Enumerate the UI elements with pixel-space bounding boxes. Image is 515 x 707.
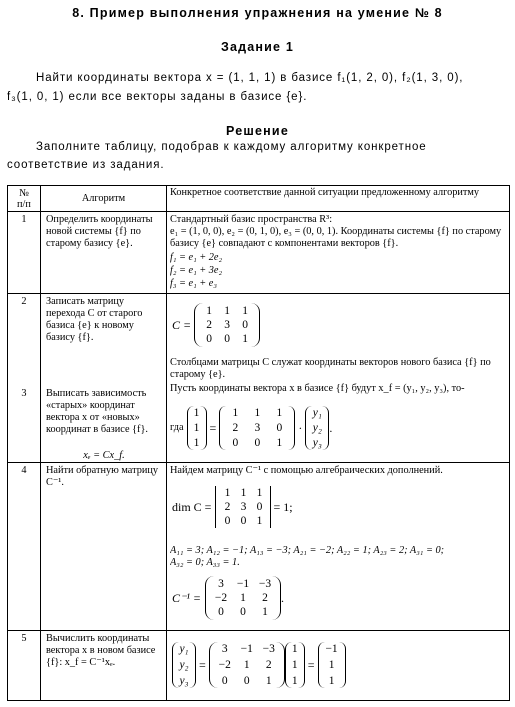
vector-cell: y₃ [179,675,189,687]
matrix-c [194,303,260,347]
matrix-cell: 1 [224,487,231,499]
matrix-cell: 1 [243,659,250,671]
matrix-cell: 1 [262,606,268,618]
table-border-bottom [7,700,509,701]
result-vector [318,642,346,688]
solution-line-1: Заполните таблицу, подобрав к каждому алгоритму конкретное [36,141,427,153]
header-algorithm: Алгоритм [81,193,126,204]
matrix-cell: 1 [256,515,263,527]
table-divider [7,630,509,631]
vector-y [305,406,329,450]
matrix-cell: 0 [206,333,212,345]
section-heading: 8. Пример выполнения упражнения на умение № 8 [72,6,443,20]
table-column-divider [166,185,167,701]
matrix-cell: 1 [240,487,247,499]
row-5-computation [172,632,346,698]
vector-cell: y₂ [179,659,189,671]
row-5-algorithm: Вычислить координаты вектора x в новом базисе {f}: x_f = C⁻¹xₑ. [46,633,156,668]
matrix-cell: 0 [218,606,224,618]
equals-sign: = [209,420,217,435]
matrix-cell: −3 [262,643,275,655]
task-line-1: Найти координаты вектора x = (1, 1, 1) в базисе f₁(1, 2, 0), f₂(1, 3, 0), [36,72,464,84]
vector-cell: 1 [291,675,298,687]
matrix-cell: 2 [206,319,212,331]
matrix-cell: 1 [242,305,248,317]
matrix-cell: 0 [240,515,247,527]
multiply-dot: · [298,420,303,435]
matrix-cell: 0 [224,515,231,527]
matrix-cell: 0 [232,437,239,449]
row-4-algorithm: Найти обратную матрицу C⁻¹. [46,465,159,488]
row-4-determinant [172,478,293,536]
table-border-left [7,185,8,701]
row-1-text-2: e₁ = (1, 0, 0), e₂ = (0, 1, 0), e₃ = (0, 0, 1). Координаты системы {f} по старому базису {e} совпадают с компонентами векторов {f}. [170,226,502,249]
matrix-cell: 0 [254,437,261,449]
matrix-cell: −3 [258,578,272,590]
row-1-num: 1 [21,214,27,225]
vector-cell: 1 [328,659,335,671]
matrix-cell: 3 [254,422,261,434]
row-4-cofactors-1: A₁₁ = 3; A₁₂ = −1; A₁₃ = −3; A₂₁ = −2; A₂₂ = 1; A₂₃ = 2; A₃₁ = 0; [170,545,445,556]
table-divider [7,293,509,294]
row-2-matrix-equation [172,296,260,354]
matrix-cell: 0 [256,501,263,513]
matrix-cell: 0 [242,319,248,331]
matrix-cell: 1 [276,437,283,449]
solution-title: Решение [226,124,289,138]
vector-cell: −1 [325,643,338,655]
row-1-eq-2: f₂ = e₁ + 3e₂ [170,265,223,276]
row-1-eq-1: f₁ = e₁ + 2e₂ [170,252,223,263]
row-3-coordinate-equation [170,397,332,459]
matrix-cell: 1 [206,305,212,317]
matrix-cell: −2 [214,592,228,604]
matrix-cell: 1 [265,675,272,687]
det-value: = 1; [273,499,293,514]
det-matrix [215,486,271,528]
table-divider [7,211,509,212]
vector-cell: 1 [193,407,200,419]
header-num: № п/п [17,188,31,210]
row-1-text-1: Стандартный базис пространства R³: [170,214,333,225]
equals-sign: = [199,657,206,672]
vector-x-e [187,406,207,450]
row-3-algorithm: Выписать зависимость «старых» координат вектора x от «новых» координат в базисе {f}. [46,388,148,435]
matrix-cell: 2 [265,659,272,671]
vector-cell: 1 [328,675,335,687]
matrix-cell: 2 [262,592,268,604]
matrix-cell: −1 [236,578,250,590]
table-border-top [7,185,509,186]
header-specific: Конкретное соответствие данной ситуации предложенному алгоритму [170,187,480,198]
matrix-cell: −1 [240,643,253,655]
vector-cell: 1 [193,422,200,434]
matrix-cell: 1 [224,305,230,317]
inverse-matrix [209,642,285,688]
row-2-algorithm: Записать матрицу перехода C от старого базиса {e} к новому базису {f}. [46,296,143,343]
matrix-cell: 1 [256,487,263,499]
matrix-cell: 3 [218,578,224,590]
matrix-cell: 1 [242,333,248,345]
period: . [329,420,333,435]
row-4-cofactors-2: A₃₂ = 0; A₃₃ = 1. [170,557,240,568]
vector-cell: 1 [193,437,200,449]
row-1-algorithm: Определить координаты новой системы {f} по старому базису {e}. [46,214,153,249]
inverse-label: C⁻¹ = [172,590,202,605]
vector-x-e [285,642,305,688]
matrix-cell: 0 [240,606,246,618]
row-4-num: 4 [21,465,27,476]
vector-cell: y₁ [312,407,322,419]
det-label: dim C = [172,499,212,514]
row-4-inverse [172,569,284,627]
row-4-text-1: Найдем матрицу C⁻¹ с помощью алгебраических дополнений. [170,465,443,476]
task-title: Задание 1 [220,40,295,54]
matrix-cell: 0 [221,675,228,687]
matrix-cell: 0 [276,422,283,434]
row-3-text-2: Пусть координаты вектора x в базисе {f} будут x_f = (y₁, y₂, y₃), то- [170,383,465,394]
task-line-2: f₃(1, 0, 1) если все векторы заданы в базисе {e}. [7,91,308,103]
row-3-text-1: Столбцами матрицы C служат координаты векторов нового базиса {f} по старому {e}. [170,357,491,380]
row-3-algorithm-formula: xₑ = Cx_f. [83,450,125,461]
matrix-cell: 3 [224,319,230,331]
matrix-cell: 1 [232,407,239,419]
matrix-cell: 0 [243,675,250,687]
equation-prefix: гда [170,422,184,433]
row-5-num: 5 [21,633,27,644]
matrix-cell: 0 [224,333,230,345]
table-border-right [509,185,510,701]
equals-sign: = [307,657,315,672]
vector-cell: 1 [291,643,298,655]
matrix-c [219,406,295,450]
matrix-cell: 1 [240,592,246,604]
row-1-eq-3: f₃ = e₁ + e₃ [170,278,217,289]
matrix-cell: 2 [224,501,231,513]
matrix-cell: −2 [218,659,231,671]
period: . [281,590,285,605]
row-3-num: 3 [21,388,27,399]
vector-cell: 1 [291,659,298,671]
vector-y [172,642,196,688]
matrix-cell: 2 [232,422,239,434]
vector-cell: y₁ [179,643,189,655]
solution-line-2: соответствие из задания. [7,159,165,171]
table-divider [7,462,509,463]
inverse-matrix [205,576,281,620]
table-column-divider [40,185,41,701]
vector-cell: y₂ [312,422,322,434]
matrix-cell: 1 [254,407,261,419]
matrix-cell: 3 [221,643,228,655]
matrix-cell: 3 [240,501,247,513]
row-2-num: 2 [21,296,27,307]
matrix-c-label: C = [172,317,192,332]
vector-cell: y₃ [312,437,322,449]
matrix-cell: 1 [276,407,283,419]
